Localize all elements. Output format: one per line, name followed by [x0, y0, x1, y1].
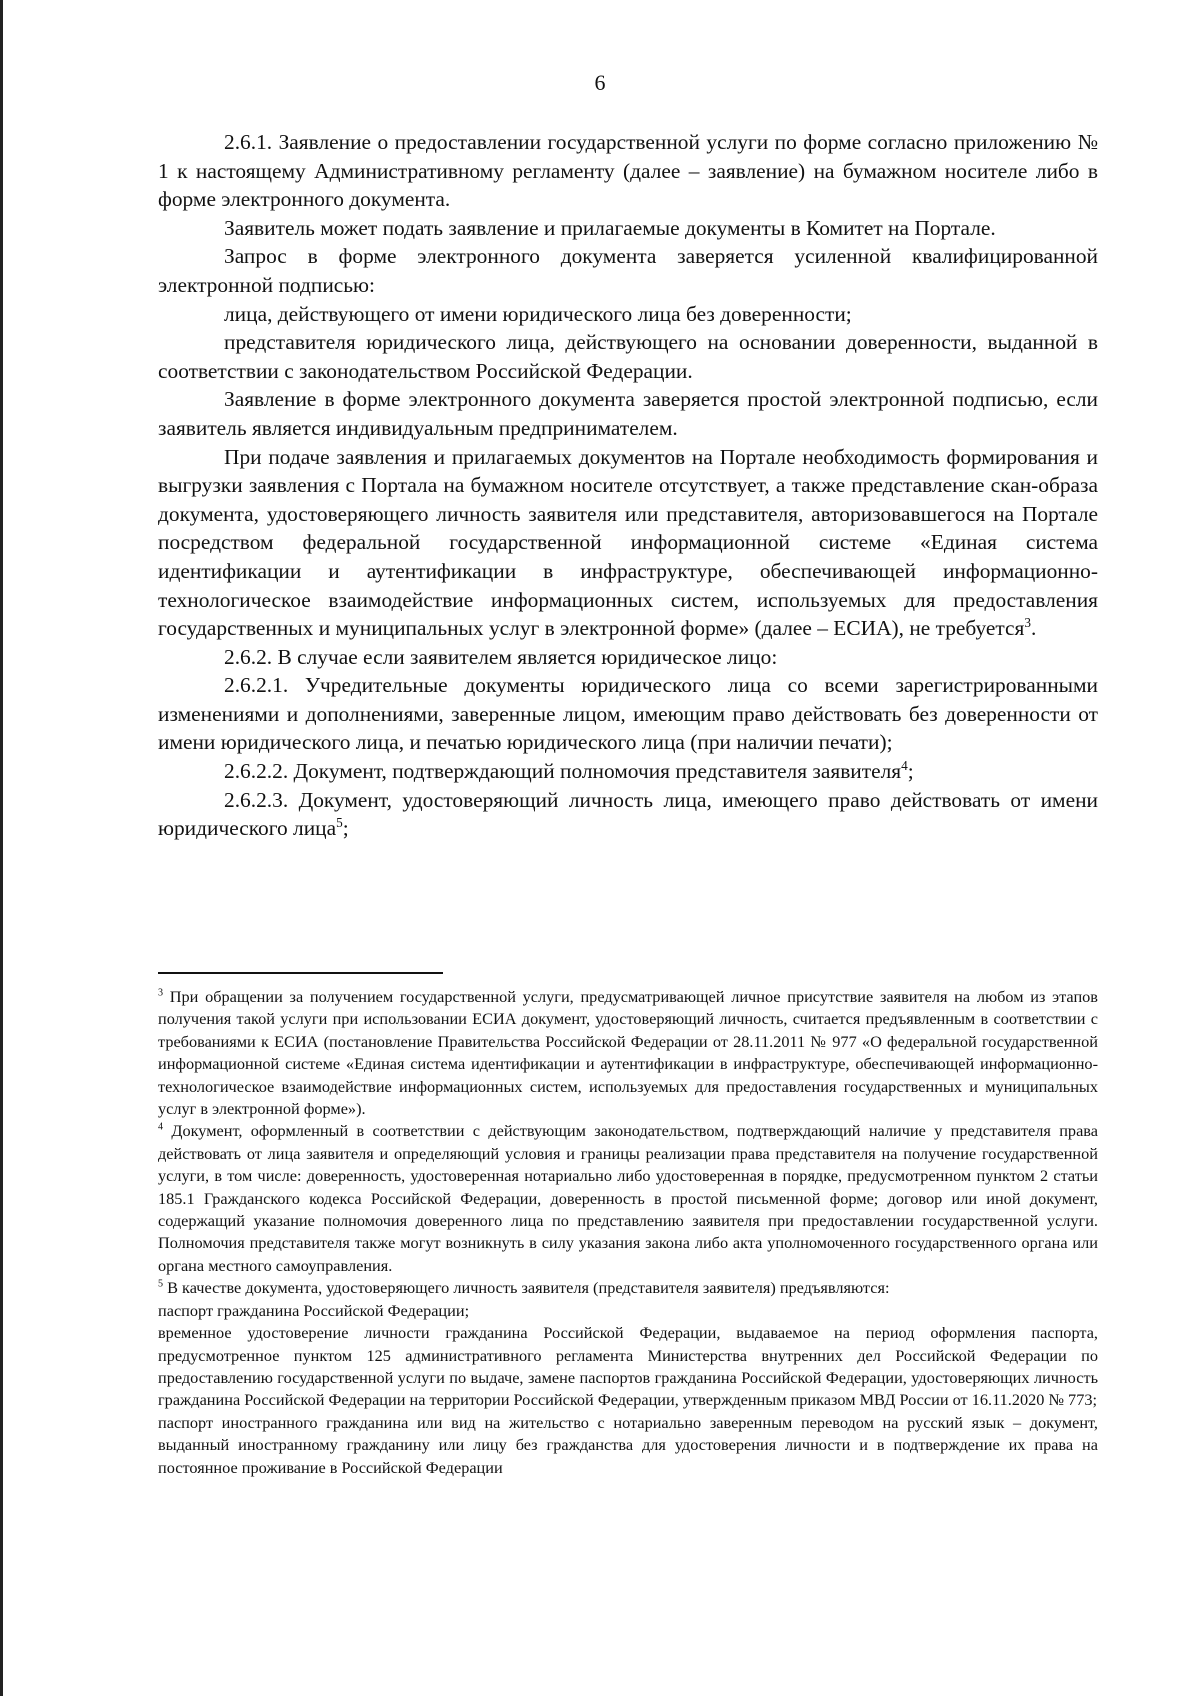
footnote-5-item: паспорт иностранного гражданина или вид на жительство с нотариально заверенным переводом на русский язык – документ, выданный иностранному гражданину или лицу без гражданства для удостоверения личности и в подтверждение их права на постоянное проживание в Российской Федерации [158, 1412, 1098, 1477]
paragraph-2-6-2-3-suffix: ; [342, 816, 349, 841]
footnote-separator [158, 972, 443, 974]
footnote-3 [158, 986, 1098, 1120]
footnote-5-text: В качестве документа, удостоверяющего личность заявителя (представителя заявителя) предъявляются: [167, 1278, 890, 1298]
footnote-5-item: временное удостоверение личности гражданина Российской Федерации, выдаваемое на период оформления паспорта, предусмотренное пунктом 125 административного регламента Министерства внутренних дел Российской Федерации по предоставлению государственной услуги по выдаче, замене паспортов гражданина Российской Федерации, удостоверяющих личность гражданина Российской Федерации на территории Российской Федерации, утвержденным приказом МВД России от 16.11.2020 № 773; [158, 1323, 1098, 1410]
page-number: 6 [594, 70, 606, 95]
footnote-5-item: паспорт гражданина Российской Федерации; [158, 1300, 470, 1320]
footnote-3-number: 3 [158, 987, 164, 999]
footnote-ref-5[interactable]: 5 [336, 815, 343, 831]
footnote-5 [158, 1277, 1098, 1299]
paragraph-2-6-2-1: 2.6.2.1. Учредительные документы юридического лица со всеми зарегистрированными изменениями и дополнениями, заверенные лицом, имеющим право действовать без доверенности от имени юридического лица, и печатью юридического лица (при наличии печати); [158, 673, 1098, 755]
paragraph-portal-submission: Заявитель может подать заявление и прилагаемые документы в Комитет на Портале. [224, 215, 996, 240]
scan-edge [0, 0, 3, 1696]
paragraph-esia-text: При подаче заявления и прилагаемых документов на Портале необходимость формирования и выгрузки заявления с Портала на бумажном носителе отсутствует, а также представление скан-образа документа, удостоверяющего личность заявителя или представителя, авторизовавшегося на Портале посредством федеральной государственной информационной системе «Единая система идентификации и аутентификации в инфраструктуре, обеспечивающей информационно-технологическое взаимодействие информационных систем, используемых для предоставления государственных и муниципальных услуг в электронной форме» (далее – ЕСИА), не требуется [158, 444, 1098, 641]
paragraph-2-6-2-2-text: 2.6.2.2. Документ, подтверждающий полномочия представителя заявителя [224, 759, 902, 784]
footnotes [158, 986, 1098, 1479]
paragraph-simple-signature: Заявление в форме электронного документа заверяется простой электронной подписью, если заявитель является индивидуальным предпринимателем. [158, 387, 1098, 440]
footnote-4-number: 4 [158, 1122, 164, 1134]
paragraph-qualified-signature: Запрос в форме электронного документа заверяется усиленной квалифицированной электронной подписью: [158, 244, 1098, 297]
footnote-4 [158, 1120, 1098, 1277]
footnote-ref-3[interactable]: 3 [1024, 614, 1031, 630]
footnote-3-text: При обращении за получением государственной услуги, предусматривающей личное присутствие заявителя на любом из этапов получения такой услуги при использовании ЕСИА документ, удостоверяющий личность, считается предъявленным в соответствии с требованиями к ЕСИА (постановление Правительства Российской Федерации от 28.11.2011 № 977 «О федеральной государственной информационной системе «Единая система идентификации и аутентификации в инфраструктуре, обеспечивающей информационно-технологическое взаимодействие информационных систем, используемых для предоставления государственных и муниципальных услуг в электронной форме»). [158, 987, 1098, 1119]
paragraph-representative: представителя юридического лица, действующего на основании доверенности, выданной в соответствии с законодательством Российской Федерации. [158, 330, 1098, 383]
paragraph-2-6-1: 2.6.1. Заявление о предоставлении государственной услуги по форме согласно приложению № 1 к настоящему Административному регламенту (далее – заявление) на бумажном носителе либо в форме электронного документа. [158, 130, 1098, 212]
paragraph-2-6-2-3-text: 2.6.2.3. Документ, удостоверяющий личность лица, имеющего право действовать от имени юридического лица [158, 787, 1098, 841]
paragraph-2-6-2: 2.6.2. В случае если заявителем является юридическое лицо: [224, 644, 778, 669]
footnote-ref-4[interactable]: 4 [901, 757, 908, 773]
paragraph-person-without-poa: лица, действующего от имени юридического лица без доверенности; [224, 301, 852, 326]
paragraph-2-6-2-2 [158, 757, 1098, 786]
paragraph-2-6-2-2-suffix: ; [907, 759, 914, 784]
footnote-4-text: Документ, оформленный в соответствии с действующим законодательством, подтверждающий наличие у представителя права действовать от лица заявителя и определяющий условия и границы реализации права представителя на получение государственной услуги, в том числе: доверенность, удостоверенная нотариально либо удостоверенная в порядке, предусмотренном пунктом 2 статьи 185.1 Гражданского кодекса Российской Федерации, доверенность в простой письменной форме; договор или иной документ, содержащий указание полномочия доверенного лица по представлению заявителя при предоставлении государственной услуги. Полномочия представителя также могут возникнуть в силу указания закона либо акта уполномоченного государственного органа или органа местного самоуправления. [158, 1121, 1098, 1275]
document-body [158, 128, 1098, 843]
paragraph-2-6-2-3 [158, 786, 1098, 843]
paragraph-esia-suffix: . [1030, 616, 1037, 641]
paragraph-esia [158, 443, 1098, 643]
footnote-5-number: 5 [158, 1278, 164, 1290]
